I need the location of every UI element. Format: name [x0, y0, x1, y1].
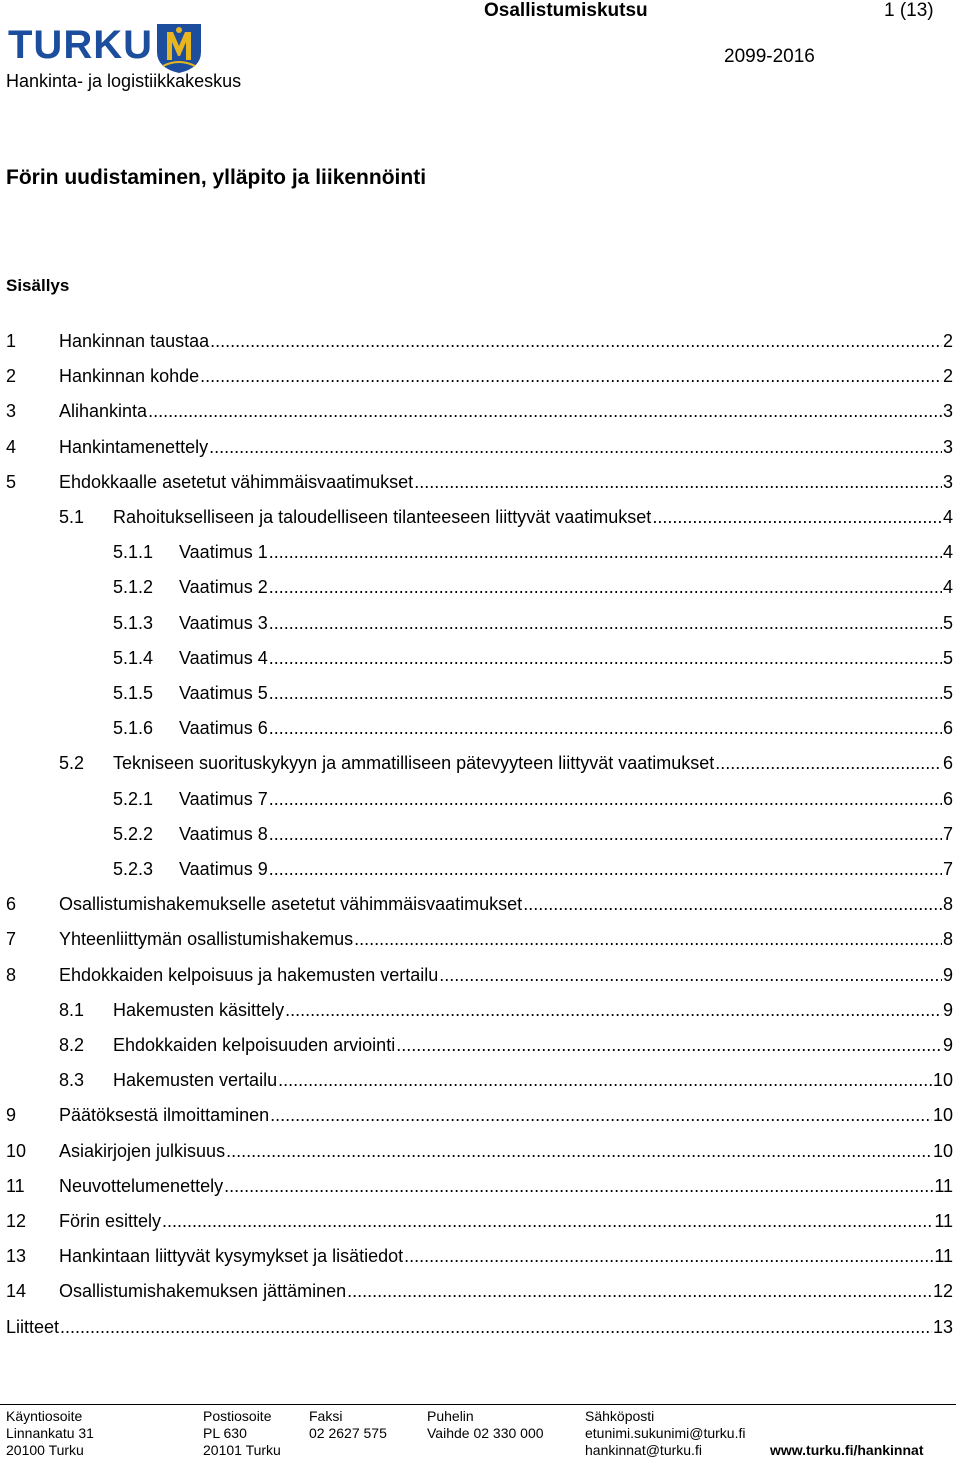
- toc-entry-page: 9: [942, 965, 953, 985]
- footer-email-link[interactable]: hankinnat@turku.fi: [585, 1442, 702, 1458]
- toc-dot-leader: [269, 681, 942, 705]
- toc-entry-page: 13: [932, 1317, 953, 1337]
- toc-entry-page: 11: [934, 1211, 953, 1231]
- toc-entry-number: 7: [6, 929, 17, 949]
- toc-entry[interactable]: [0, 1033, 953, 1057]
- toc-entry-page: 2: [942, 366, 953, 386]
- footer-email: [585, 1408, 746, 1459]
- toc-entry-number: 1: [6, 331, 17, 351]
- toc-dot-leader: [269, 646, 942, 670]
- toc-entry-label: Osallistumishakemuksen jättäminen: [59, 1281, 347, 1301]
- document-number: 2099-2016: [724, 46, 815, 67]
- footer-fax: [309, 1408, 387, 1442]
- toc-entry-label: Hakemusten käsittely: [113, 1000, 285, 1020]
- toc-dot-leader: [652, 505, 942, 529]
- footer-phone: [427, 1408, 544, 1442]
- toc-dot-leader: [269, 787, 942, 811]
- toc-entry-number: 8.3: [59, 1070, 85, 1090]
- toc-dot-leader: [269, 611, 942, 635]
- toc-entry-label: Liitteet: [6, 1317, 60, 1337]
- toc-entry-label: Ehdokkaiden kelpoisuus ja hakemusten vertailu: [59, 965, 439, 985]
- toc-entry-page: 11: [934, 1176, 953, 1196]
- toc-entry-page: 3: [942, 437, 953, 457]
- toc-entry[interactable]: [0, 1139, 953, 1163]
- footer-heading: Faksi: [309, 1408, 343, 1424]
- toc-entry-page: 4: [942, 542, 953, 562]
- toc-entry-page: 8: [942, 894, 953, 914]
- toc-entry[interactable]: [0, 1068, 953, 1092]
- toc-dot-leader: [269, 822, 942, 846]
- document-title: Förin uudistaminen, ylläpito ja liikennöinti: [6, 166, 427, 189]
- toc-entry[interactable]: [0, 1174, 953, 1198]
- toc-entry-number: 5.1: [59, 507, 85, 527]
- toc-entry[interactable]: [0, 1209, 953, 1233]
- turku-logo-text: TURKU: [8, 23, 153, 67]
- toc-entry[interactable]: [0, 857, 953, 881]
- toc-entry-page: 10: [932, 1141, 953, 1161]
- toc-entry-page: 5: [942, 648, 953, 668]
- toc-entry-page: 6: [942, 753, 953, 773]
- toc-dot-leader: [269, 716, 942, 740]
- toc-entry-page: 11: [934, 1246, 953, 1266]
- toc-entry-label: Hakemusten vertailu: [113, 1070, 278, 1090]
- toc-dot-leader: [523, 892, 942, 916]
- toc-entry-page: 4: [942, 577, 953, 597]
- toc-entry-number: 4: [6, 437, 17, 457]
- toc-entry-label: Vaatimus 3: [179, 613, 268, 633]
- footer-line: Linnankatu 31: [6, 1425, 94, 1441]
- toc-entry-page: 4: [942, 507, 953, 527]
- toc-entry-number: 14: [6, 1281, 27, 1301]
- toc-entry-page: 7: [942, 859, 953, 879]
- toc-entry-label: Vaatimus 2: [179, 577, 268, 597]
- toc-entry-number: 13: [6, 1246, 27, 1266]
- toc-entry-page: 10: [932, 1070, 953, 1090]
- toc-entry[interactable]: [0, 646, 953, 670]
- toc-entry[interactable]: [0, 470, 953, 494]
- toc-dot-leader: [270, 1103, 932, 1127]
- toc-entry-label: Asiakirjojen julkisuus: [59, 1141, 226, 1161]
- toc-entry[interactable]: [0, 1103, 953, 1127]
- toc-dot-leader: [162, 1209, 933, 1233]
- toc-entry[interactable]: [0, 329, 953, 353]
- toc-dot-leader: [209, 435, 942, 459]
- footer-line: 20101 Turku: [203, 1442, 281, 1458]
- toc-entry-label: Vaatimus 9: [179, 859, 268, 879]
- toc-entry-label: Vaatimus 5: [179, 683, 268, 703]
- toc-dot-leader: [60, 1315, 932, 1339]
- toc-entry[interactable]: [0, 1244, 953, 1268]
- toc-dot-leader: [404, 1244, 933, 1268]
- toc-entry-number: 12: [6, 1211, 27, 1231]
- toc-entry-page: 9: [942, 1035, 953, 1055]
- toc-entry-number: 5.2.1: [113, 789, 154, 809]
- toc-dot-leader: [269, 857, 942, 881]
- toc-entry-label: Hankintaan liittyvät kysymykset ja lisätiedot: [59, 1246, 404, 1266]
- toc-entry-page: 5: [942, 683, 953, 703]
- toc-entry-page: 8: [942, 929, 953, 949]
- footer-heading: Puhelin: [427, 1408, 474, 1424]
- toc-entry[interactable]: [0, 822, 953, 846]
- toc-entry[interactable]: [0, 998, 953, 1022]
- toc-entry-label: Tekniseen suorituskykyyn ja ammatilliseen pätevyyteen liittyvät vaatimukset: [113, 753, 715, 773]
- toc-entry-number: 8: [6, 965, 17, 985]
- footer-email-link[interactable]: etunimi.sukunimi@turku.fi: [585, 1425, 746, 1441]
- toc-entry-number: 5.2.2: [113, 824, 154, 844]
- toc-dot-leader: [715, 751, 942, 775]
- footer-line: 02 2627 575: [309, 1425, 387, 1441]
- page-indicator: 1 (13): [884, 0, 934, 21]
- toc-entry-label: Vaatimus 7: [179, 789, 268, 809]
- toc-entry-label: Hankinnan kohde: [59, 366, 200, 386]
- toc-entry-page: 7: [942, 824, 953, 844]
- toc-entry-label: Osallistumishakemukselle asetetut vähimmäisvaatimukset: [59, 894, 523, 914]
- toc-entry-number: 5.1.2: [113, 577, 154, 597]
- toc-entry-number: 5.1.4: [113, 648, 154, 668]
- toc-entry[interactable]: [0, 751, 953, 775]
- toc-entry-number: 10: [6, 1141, 27, 1161]
- toc-entry[interactable]: [0, 681, 953, 705]
- organization-name: Hankinta- ja logistiikkakeskus: [6, 71, 242, 91]
- toc-dot-leader: [210, 329, 942, 353]
- footer-website-link[interactable]: www.turku.fi/hankinnat: [770, 1442, 924, 1458]
- toc-entry[interactable]: [0, 927, 953, 951]
- toc-entry-number: 11: [6, 1176, 25, 1196]
- turku-crest-icon: [155, 22, 203, 74]
- toc-dot-leader: [224, 1174, 933, 1198]
- toc-dot-leader: [269, 540, 942, 564]
- toc-dot-leader: [269, 575, 942, 599]
- toc-entry-label: Rahoitukselliseen ja taloudelliseen tilanteeseen liittyvät vaatimukset: [113, 507, 652, 527]
- toc-entry-label: Hankinnan taustaa: [59, 331, 210, 351]
- toc-entry-number: 5.2: [59, 753, 85, 773]
- footer-postal-address: [203, 1408, 281, 1459]
- footer-heading: Käyntiosoite: [6, 1408, 83, 1424]
- toc-entry-page: 3: [942, 472, 953, 492]
- toc-entry-label: Vaatimus 6: [179, 718, 268, 738]
- toc-dot-leader: [285, 998, 942, 1022]
- toc-heading: Sisällys: [6, 276, 70, 295]
- toc-entry-number: 5.2.3: [113, 859, 154, 879]
- toc-entry-number: 8.1: [59, 1000, 85, 1020]
- footer-divider: [0, 1404, 956, 1405]
- toc-entry-number: 5.1.1: [113, 542, 154, 562]
- toc-entry-label: Vaatimus 4: [179, 648, 268, 668]
- toc-dot-leader: [439, 963, 942, 987]
- toc-entry-label: Hankintamenettely: [59, 437, 209, 457]
- toc-dot-leader: [278, 1068, 932, 1092]
- toc-entry-label: Päätöksestä ilmoittaminen: [59, 1105, 270, 1125]
- toc-entry-page: 5: [942, 613, 953, 633]
- toc-dot-leader: [396, 1033, 942, 1057]
- toc-entry[interactable]: [0, 611, 953, 635]
- toc-dot-leader: [226, 1139, 932, 1163]
- footer-line: PL 630: [203, 1425, 247, 1441]
- toc-entry[interactable]: [0, 399, 953, 423]
- toc-entry[interactable]: [0, 716, 953, 740]
- toc-entry-label: Vaatimus 1: [179, 542, 268, 562]
- toc-entry[interactable]: [0, 364, 953, 388]
- toc-entry-page: 10: [932, 1105, 953, 1125]
- toc-entry-label: Alihankinta: [59, 401, 148, 421]
- toc-entry-label: Neuvottelumenettely: [59, 1176, 224, 1196]
- toc-entry-page: 2: [942, 331, 953, 351]
- toc-entry-number: 5.1.3: [113, 613, 154, 633]
- toc-entry-label: Vaatimus 8: [179, 824, 268, 844]
- toc-entry-page: 3: [942, 401, 953, 421]
- toc-dot-leader: [347, 1279, 932, 1303]
- toc-dot-leader: [414, 470, 942, 494]
- toc-entry-number: 5: [6, 472, 17, 492]
- toc-entry-number: 2: [6, 366, 17, 386]
- footer-line: Vaihde 02 330 000: [427, 1425, 544, 1441]
- toc-entry-page: 6: [942, 789, 953, 809]
- toc-entry-label: Ehdokkaalle asetetut vähimmäisvaatimukset: [59, 472, 414, 492]
- toc-entry-number: 3: [6, 401, 17, 421]
- toc-entry-label: Förin esittely: [59, 1211, 162, 1231]
- toc-entry[interactable]: [0, 892, 953, 916]
- toc-entry[interactable]: [0, 575, 953, 599]
- toc-entry-label: Ehdokkaiden kelpoisuuden arviointi: [113, 1035, 396, 1055]
- footer-heading: Sähköposti: [585, 1408, 655, 1424]
- toc-entry-label: Yhteenliittymän osallistumishakemus: [59, 929, 354, 949]
- toc-entry[interactable]: [0, 1279, 953, 1303]
- footer-heading: Postiosoite: [203, 1408, 272, 1424]
- footer-visiting-address: [6, 1408, 94, 1459]
- toc-entry-number: 8.2: [59, 1035, 85, 1055]
- toc-dot-leader: [354, 927, 942, 951]
- toc-entry[interactable]: [0, 505, 953, 529]
- toc-entry[interactable]: [0, 787, 953, 811]
- toc-entry-number: 5.1.5: [113, 683, 154, 703]
- toc-entry[interactable]: [0, 963, 953, 987]
- toc-dot-leader: [148, 399, 942, 423]
- footer-line: 20100 Turku: [6, 1442, 84, 1458]
- toc-entry-page: 6: [942, 718, 953, 738]
- toc-entry[interactable]: [0, 1315, 953, 1339]
- toc-entry-number: 5.1.6: [113, 718, 154, 738]
- toc-entry-number: 6: [6, 894, 17, 914]
- toc-entry[interactable]: [0, 435, 953, 459]
- toc-entry-page: 9: [942, 1000, 953, 1020]
- toc-entry-page: 12: [932, 1281, 953, 1301]
- document-type: Osallistumiskutsu: [484, 0, 648, 21]
- toc-entry-number: 9: [6, 1105, 17, 1125]
- toc-dot-leader: [200, 364, 942, 388]
- toc-entry[interactable]: [0, 540, 953, 564]
